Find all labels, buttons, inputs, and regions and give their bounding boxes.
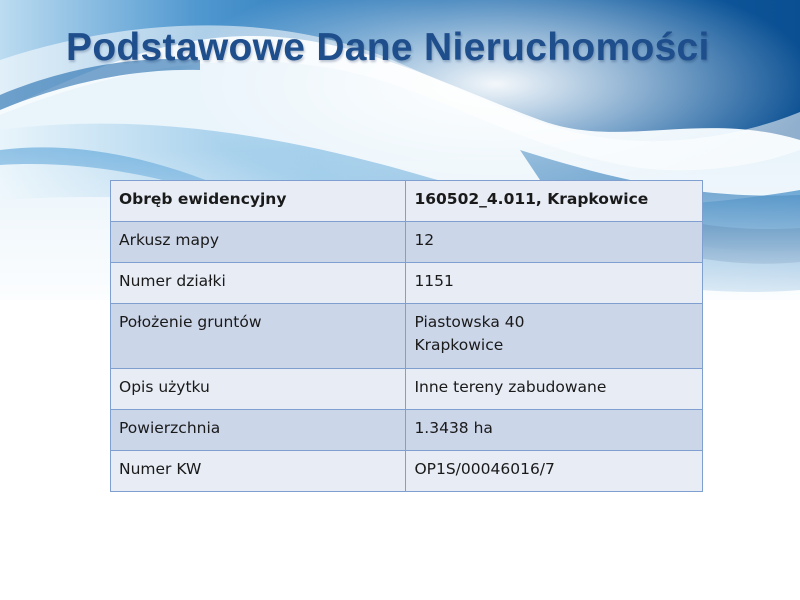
table-row bbox=[111, 369, 703, 410]
row-value: Inne tereny zabudowane bbox=[406, 369, 703, 410]
table-row bbox=[111, 451, 703, 492]
table-row bbox=[111, 410, 703, 451]
value-line-2: Krapkowice bbox=[414, 336, 504, 354]
row-label: Obręb ewidencyjny bbox=[111, 181, 406, 222]
row-value: 1151 bbox=[406, 263, 703, 304]
row-value: 1.3438 ha bbox=[406, 410, 703, 451]
property-data-table bbox=[110, 180, 703, 492]
row-value: 160502_4.011, Krapkowice bbox=[406, 181, 703, 222]
row-label: Powierzchnia bbox=[111, 410, 406, 451]
row-label: Arkusz mapy bbox=[111, 222, 406, 263]
row-label: Numer KW bbox=[111, 451, 406, 492]
row-value: 12 bbox=[406, 222, 703, 263]
row-label: Położenie gruntów bbox=[111, 304, 406, 369]
row-value bbox=[406, 304, 703, 369]
table-row bbox=[111, 222, 703, 263]
row-label: Opis użytku bbox=[111, 369, 406, 410]
table-row bbox=[111, 263, 703, 304]
page-title: Podstawowe Dane Nieruchomości bbox=[66, 26, 710, 69]
table-row bbox=[111, 304, 703, 369]
value-line-1: Piastowska 40 bbox=[414, 313, 525, 331]
row-value: OP1S/00046016/7 bbox=[406, 451, 703, 492]
table-row bbox=[111, 181, 703, 222]
row-label: Numer działki bbox=[111, 263, 406, 304]
